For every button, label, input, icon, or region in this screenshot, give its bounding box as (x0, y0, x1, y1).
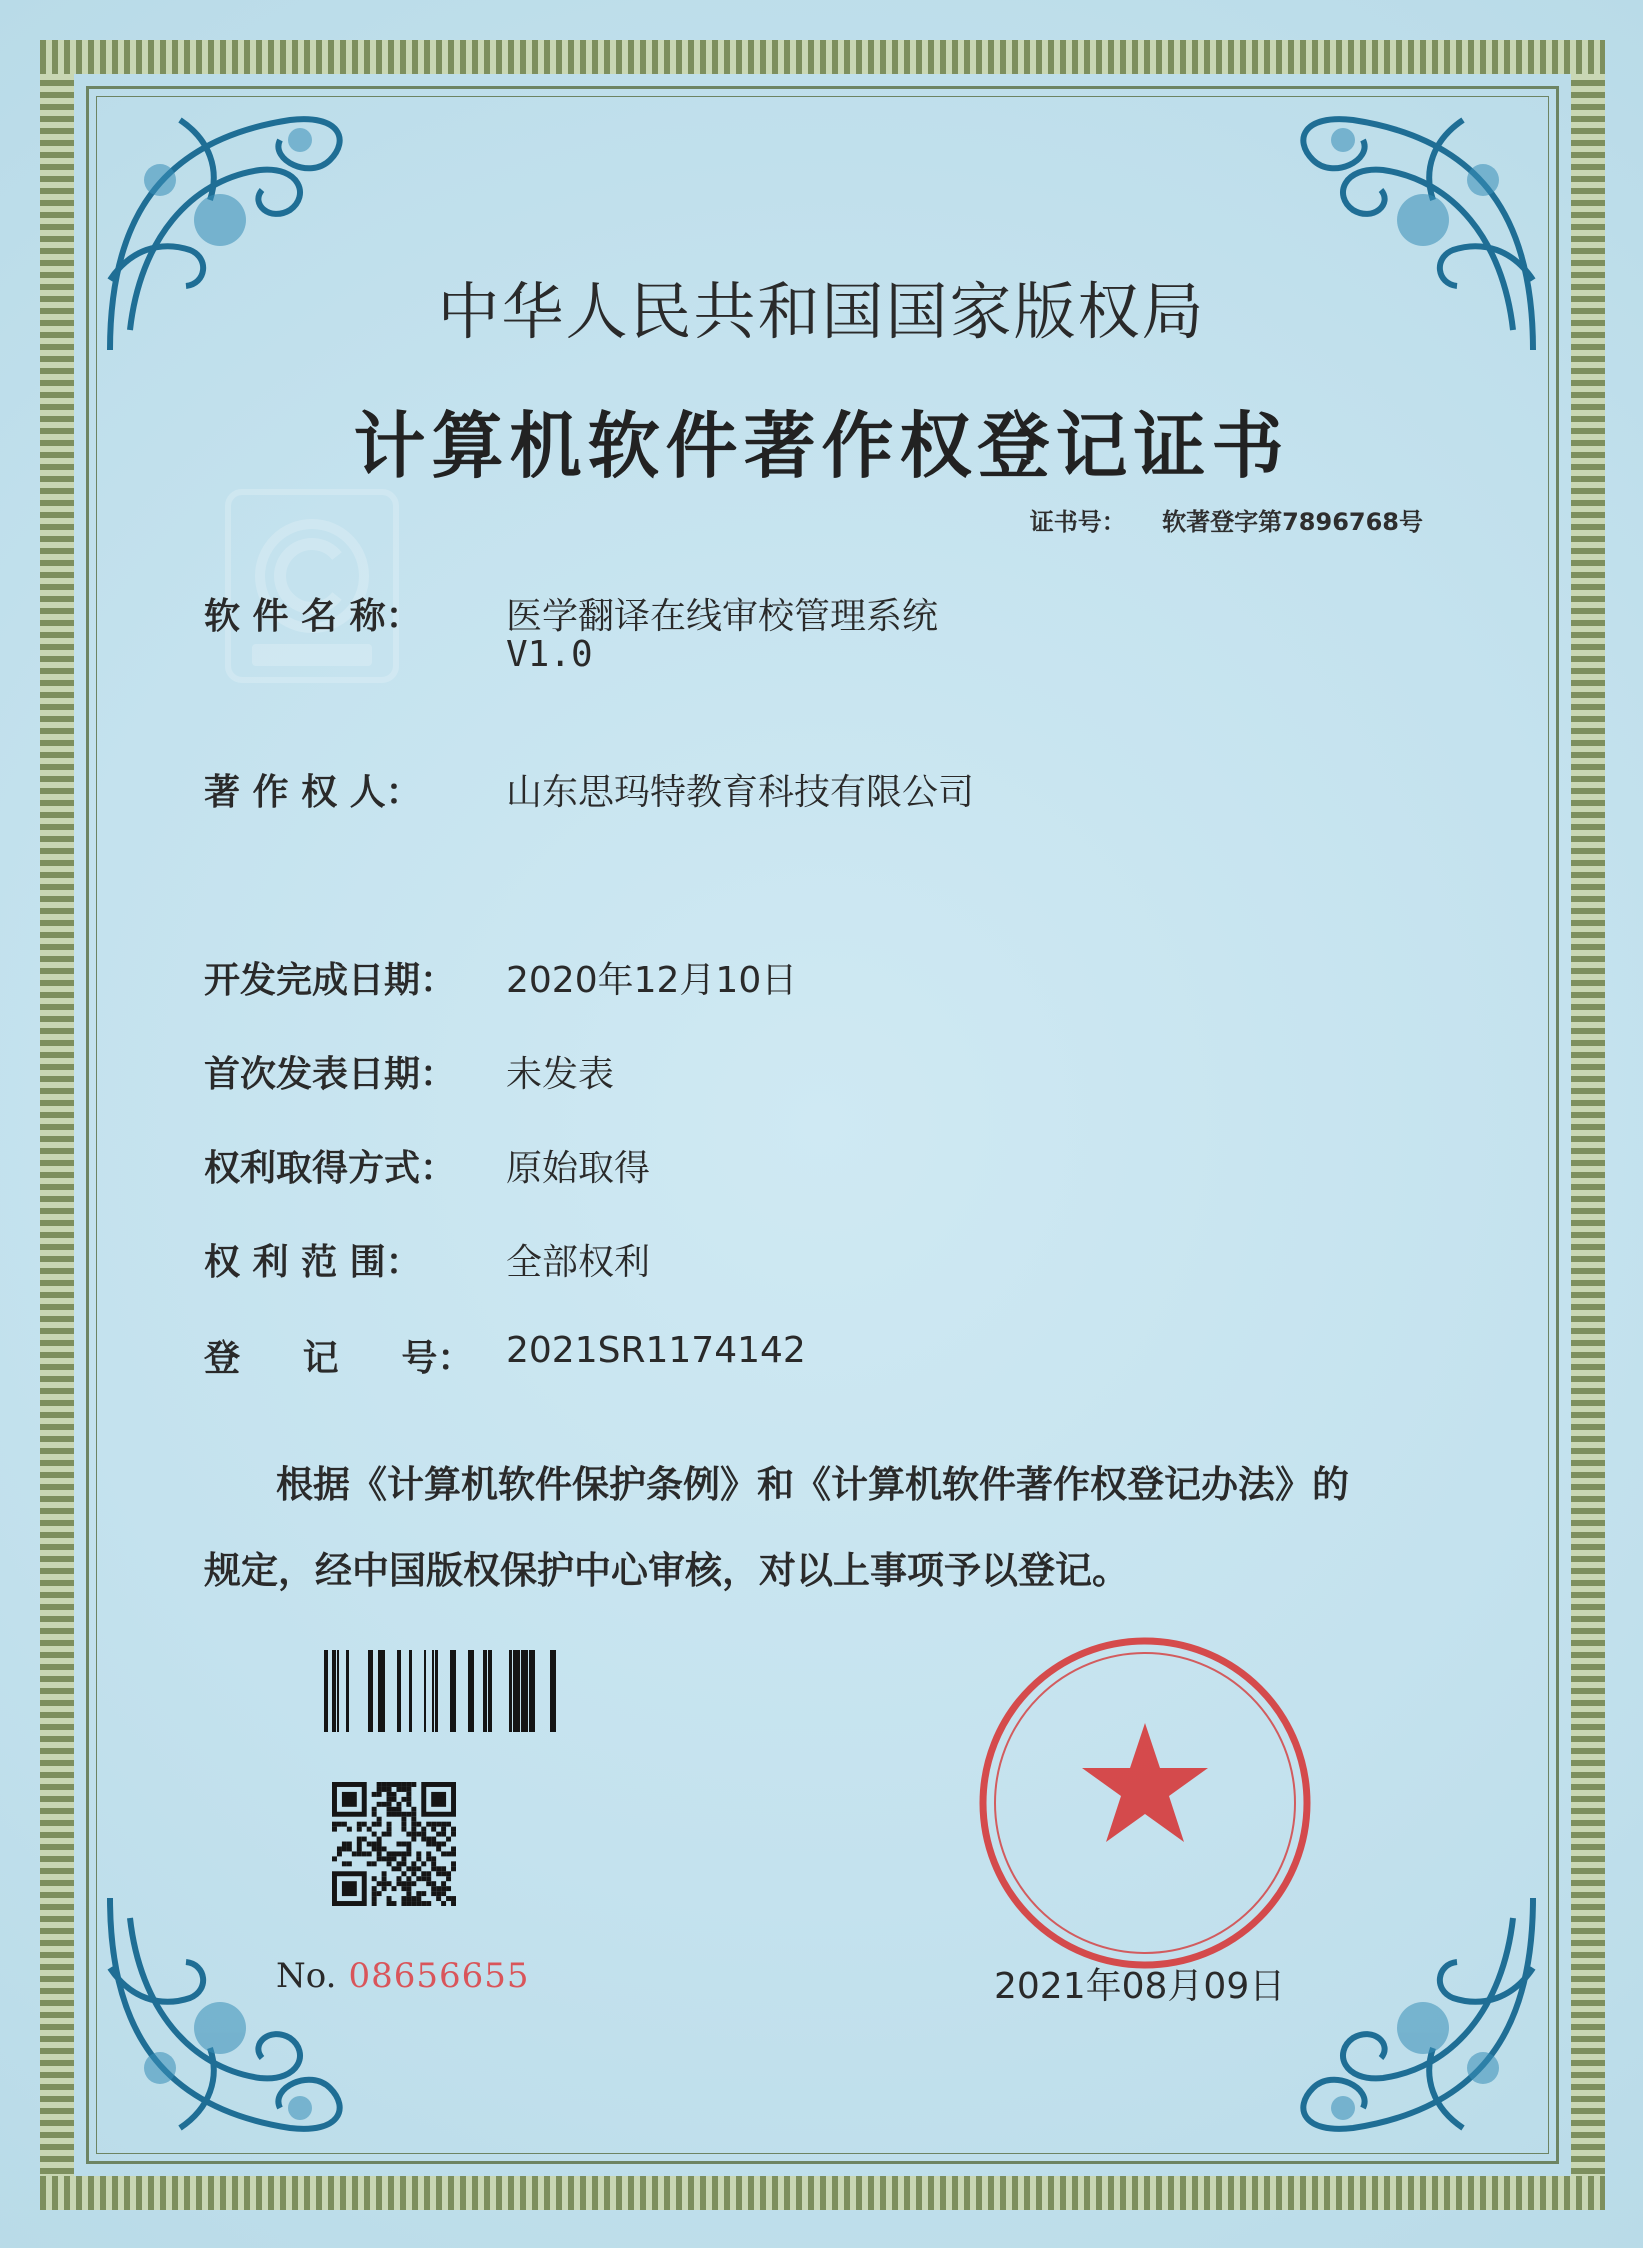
qr-module (372, 1886, 377, 1891)
qr-module (392, 1807, 397, 1812)
field-value: 2020年12月10日 (506, 960, 798, 1001)
qr-module (406, 1901, 411, 1906)
qr-module (392, 1797, 397, 1802)
qr-module (357, 1837, 362, 1842)
qr-module (367, 1827, 372, 1832)
qr-module (426, 1876, 431, 1881)
qr-module (436, 1896, 441, 1901)
qr-module (357, 1827, 362, 1832)
qr-module (401, 1827, 406, 1832)
qr-module (411, 1822, 416, 1827)
qr-module (401, 1817, 406, 1822)
qr-module (411, 1832, 416, 1837)
qr-module (372, 1842, 377, 1847)
qr-module (451, 1861, 456, 1866)
qr-module (367, 1851, 372, 1856)
qr-module (367, 1861, 372, 1866)
qr-module (387, 1792, 392, 1797)
qr-module (396, 1782, 401, 1787)
qr-module (406, 1792, 411, 1797)
field-label: 著 作 权 人： (204, 772, 422, 813)
qr-module (372, 1812, 377, 1817)
field-version: V1.0 (506, 634, 593, 675)
qr-module (337, 1851, 342, 1856)
serial-prefix: No. (276, 1956, 337, 1996)
qr-module (377, 1792, 382, 1797)
qr-module (406, 1886, 411, 1891)
qr-module (411, 1901, 416, 1906)
qr-module (426, 1822, 431, 1827)
qr-module (441, 1901, 446, 1906)
qr-module (392, 1792, 397, 1797)
qr-module (431, 1881, 436, 1886)
qr-finder-module (342, 1881, 357, 1896)
qr-module (441, 1842, 446, 1847)
qr-module (431, 1856, 436, 1861)
qr-module (377, 1822, 382, 1827)
qr-module (372, 1792, 377, 1797)
qr-module (347, 1842, 352, 1847)
corner-ornament-icon (100, 1888, 360, 2148)
barcode-bar (435, 1650, 438, 1732)
qr-module (451, 1896, 456, 1901)
qr-module (411, 1817, 416, 1822)
qr-module (416, 1891, 421, 1896)
qr-module (342, 1846, 347, 1851)
qr-module (392, 1866, 397, 1871)
qr-module (396, 1861, 401, 1866)
qr-module (387, 1901, 392, 1906)
qr-module (377, 1856, 382, 1861)
qr-module (426, 1881, 431, 1886)
qr-module (396, 1787, 401, 1792)
qr-module (396, 1876, 401, 1881)
qr-module (451, 1866, 456, 1871)
qr-module (406, 1842, 411, 1847)
qr-module (436, 1891, 441, 1896)
qr-module (451, 1827, 456, 1832)
qr-module (396, 1842, 401, 1847)
barcode-bar (450, 1650, 456, 1732)
qr-module (441, 1832, 446, 1837)
qr-module (387, 1822, 392, 1827)
qr-module (446, 1896, 451, 1901)
barcode-bar (488, 1650, 492, 1732)
qr-module (436, 1871, 441, 1876)
field-value: 未发表 (506, 1054, 615, 1095)
qr-module (377, 1851, 382, 1856)
qr-module (446, 1822, 451, 1827)
barcode-bar (324, 1650, 328, 1732)
qr-module (421, 1876, 426, 1881)
qr-module (441, 1886, 446, 1891)
qr-module (416, 1851, 421, 1856)
qr-module (372, 1901, 377, 1906)
qr-module (377, 1802, 382, 1807)
field-value: 山东思玛特教育科技有限公司 (506, 772, 975, 813)
qr-module (416, 1822, 421, 1827)
qr-module (416, 1866, 421, 1871)
qr-module (451, 1851, 456, 1856)
qr-module (411, 1881, 416, 1886)
qr-module (382, 1871, 387, 1876)
qr-module (411, 1827, 416, 1832)
qr-module (387, 1797, 392, 1802)
qr-finder-module (342, 1792, 357, 1807)
qr-module (367, 1842, 372, 1847)
qr-module (441, 1891, 446, 1896)
qr-module (401, 1896, 406, 1901)
corner-ornament-icon (1283, 1888, 1543, 2148)
qr-module (441, 1871, 446, 1876)
qr-module (416, 1876, 421, 1881)
qr-module (396, 1812, 401, 1817)
qr-module (406, 1846, 411, 1851)
qr-module (411, 1896, 416, 1901)
qr-module (332, 1856, 337, 1861)
qr-module (382, 1846, 387, 1851)
qr-module (362, 1851, 367, 1856)
qr-module (426, 1842, 431, 1847)
qr-module (401, 1782, 406, 1787)
qr-module (431, 1822, 436, 1827)
qr-module (377, 1837, 382, 1842)
qr-module (431, 1891, 436, 1896)
qr-module (382, 1787, 387, 1792)
qr-module (401, 1861, 406, 1866)
qr-module (382, 1782, 387, 1787)
barcode-bar (432, 1650, 434, 1732)
qr-module (387, 1832, 392, 1837)
barcode-bar (397, 1650, 401, 1732)
barcode-bar (483, 1650, 487, 1732)
qr-module (426, 1856, 431, 1861)
qr-module (382, 1881, 387, 1886)
qr-module (436, 1832, 441, 1837)
qr-module (377, 1891, 382, 1896)
qr-module (426, 1901, 431, 1906)
qr-module (406, 1881, 411, 1886)
qr-module (436, 1842, 441, 1847)
qr-module (411, 1861, 416, 1866)
qr-module (387, 1782, 392, 1787)
barcode-bar (529, 1650, 535, 1732)
certificate-number-label: 证书号： (1029, 508, 1126, 536)
qr-module (372, 1876, 377, 1881)
qr-module (421, 1832, 426, 1837)
qr-module (401, 1822, 406, 1827)
qr-module (411, 1812, 416, 1817)
qr-module (421, 1861, 426, 1866)
qr-module (411, 1837, 416, 1842)
qr-module (387, 1812, 392, 1817)
serial-value: 08656655 (348, 1956, 530, 1996)
qr-module (441, 1866, 446, 1871)
qr-module (426, 1837, 431, 1842)
qr-module (421, 1827, 426, 1832)
emboss-logo-icon (222, 486, 402, 686)
qr-module (396, 1866, 401, 1871)
qr-module (406, 1797, 411, 1802)
qr-module (421, 1871, 426, 1876)
certificate-number (1030, 502, 1423, 537)
qr-module (347, 1827, 352, 1832)
qr-module (357, 1851, 362, 1856)
qr-module (377, 1846, 382, 1851)
qr-module (406, 1876, 411, 1881)
field-label: 权利取得方式： (204, 1148, 457, 1189)
qr-module (441, 1822, 446, 1827)
qr-module (362, 1822, 367, 1827)
qr-module (387, 1807, 392, 1812)
qr-module (446, 1871, 451, 1876)
qr-module (406, 1896, 411, 1901)
qr-module (337, 1822, 342, 1827)
qr-module (387, 1787, 392, 1792)
qr-module (372, 1861, 377, 1866)
registration-statement (204, 1442, 1464, 1614)
qr-module (392, 1901, 397, 1906)
qr-module (372, 1822, 377, 1827)
qr-module (387, 1827, 392, 1832)
barcode-bar (332, 1650, 336, 1732)
barcode-bar (521, 1650, 528, 1732)
qr-module (392, 1812, 397, 1817)
qr-module (441, 1827, 446, 1832)
qr-finder-module (431, 1792, 446, 1807)
qr-module (401, 1901, 406, 1906)
qr-module (372, 1832, 377, 1837)
qr-module (401, 1886, 406, 1891)
qr-module (431, 1842, 436, 1847)
barcode-bar (337, 1650, 339, 1732)
qr-module (392, 1782, 397, 1787)
qr-module (372, 1846, 377, 1851)
qr-module (431, 1837, 436, 1842)
qr-module (347, 1861, 352, 1866)
qr-module (401, 1787, 406, 1792)
barcode-bar (509, 1650, 512, 1732)
qr-module (446, 1837, 451, 1842)
qr-module (372, 1896, 377, 1901)
qr-module (392, 1851, 397, 1856)
qr-module (441, 1881, 446, 1886)
qr-module (342, 1861, 347, 1866)
qr-module (377, 1787, 382, 1792)
qr-module (401, 1797, 406, 1802)
document-title: 计算机软件著作权登记证书 (353, 404, 1290, 488)
qr-module (337, 1846, 342, 1851)
qr-module (362, 1837, 367, 1842)
field-label: 登 记 号： (204, 1338, 474, 1379)
qr-module (416, 1832, 421, 1837)
qr-module (406, 1802, 411, 1807)
qr-module (396, 1807, 401, 1812)
qr-module (387, 1896, 392, 1901)
qr-module (421, 1891, 426, 1896)
qr-module (352, 1851, 357, 1856)
qr-module (431, 1886, 436, 1891)
statement-line-2: 规定，经中国版权保护中心审核，对以上事项予以登记。 (204, 1549, 1129, 1592)
qr-module (416, 1901, 421, 1906)
qr-module (406, 1812, 411, 1817)
field-value: 2021SR1174142 (506, 1330, 806, 1371)
qr-module (436, 1846, 441, 1851)
qr-module (436, 1886, 441, 1891)
qr-module (446, 1851, 451, 1856)
barcode-bar (368, 1650, 373, 1732)
qr-module (342, 1842, 347, 1847)
statement-line-1: 根据《计算机软件保护条例》和《计算机软件著作权登记办法》的 (276, 1463, 1349, 1506)
qr-module (406, 1866, 411, 1871)
qr-module (396, 1851, 401, 1856)
barcode-bar (468, 1650, 474, 1732)
field-label: 权 利 范 围： (204, 1242, 422, 1283)
qr-module (332, 1822, 337, 1827)
qr-module (392, 1886, 397, 1891)
qr-module (387, 1861, 392, 1866)
qr-module (382, 1886, 387, 1891)
qr-module (387, 1856, 392, 1861)
qr-module (431, 1866, 436, 1871)
barcode-bar (346, 1650, 349, 1732)
qr-module (406, 1832, 411, 1837)
field-label: 首次发表日期： (204, 1054, 457, 1095)
qr-module (406, 1891, 411, 1896)
qr-module (451, 1832, 456, 1837)
qr-module (377, 1817, 382, 1822)
qr-module (372, 1891, 377, 1896)
barcode-bar (424, 1650, 426, 1732)
qr-module (416, 1856, 421, 1861)
serial-number (276, 1956, 530, 1996)
qr-module (396, 1881, 401, 1886)
qr-module (451, 1846, 456, 1851)
barcode-bar (378, 1650, 385, 1732)
qr-module (411, 1782, 416, 1787)
qr-module (436, 1822, 441, 1827)
qr-module (377, 1881, 382, 1886)
qr-module (382, 1802, 387, 1807)
qr-module (347, 1846, 352, 1851)
qr-module (401, 1856, 406, 1861)
barcode-icon (324, 1650, 558, 1732)
qr-module (401, 1842, 406, 1847)
qr-module (357, 1846, 362, 1851)
qr-module (357, 1822, 362, 1827)
qr-module (387, 1802, 392, 1807)
qr-module (377, 1782, 382, 1787)
qr-module (372, 1807, 377, 1812)
qr-module (421, 1837, 426, 1842)
qr-module (382, 1856, 387, 1861)
qr-module (446, 1876, 451, 1881)
barcode-bar (409, 1650, 412, 1732)
qr-module (431, 1827, 436, 1832)
qr-module (441, 1851, 446, 1856)
qr-module (436, 1866, 441, 1871)
qr-module (387, 1881, 392, 1886)
qr-code-icon (332, 1782, 456, 1906)
qr-module (387, 1851, 392, 1856)
qr-module (406, 1787, 411, 1792)
barcode-bar (513, 1650, 520, 1732)
qr-module (406, 1782, 411, 1787)
qr-module (426, 1851, 431, 1856)
qr-module (446, 1886, 451, 1891)
qr-module (377, 1842, 382, 1847)
qr-module (357, 1842, 362, 1847)
qr-module (416, 1896, 421, 1901)
qr-module (392, 1856, 397, 1861)
qr-module (401, 1881, 406, 1886)
qr-module (396, 1802, 401, 1807)
qr-module (411, 1807, 416, 1812)
qr-module (426, 1871, 431, 1876)
qr-module (411, 1866, 416, 1871)
issue-date: 2021年08月09日 (994, 1966, 1286, 2007)
qr-module (406, 1851, 411, 1856)
field-label: 软 件 名 称： (204, 596, 422, 637)
qr-module (431, 1861, 436, 1866)
certificate-number-value: 软著登字第7896768号 (1162, 508, 1423, 536)
qr-module (421, 1901, 426, 1906)
field-value: 全部权利 (506, 1242, 651, 1283)
barcode-bar (550, 1650, 556, 1732)
qr-module (332, 1827, 337, 1832)
qr-module (411, 1871, 416, 1876)
qr-module (401, 1871, 406, 1876)
field-value: 原始取得 (506, 1148, 651, 1189)
qr-module (382, 1876, 387, 1881)
official-seal-icon (970, 1628, 1320, 1978)
issuer-title: 中华人民共和国国家版权局 (437, 275, 1206, 348)
qr-module (401, 1812, 406, 1817)
qr-module (401, 1851, 406, 1856)
qr-module (451, 1901, 456, 1906)
field-value: 医学翻译在线审校管理系统 (506, 596, 939, 637)
qr-module (382, 1832, 387, 1837)
qr-module (342, 1822, 347, 1827)
field-label: 开发完成日期： (204, 960, 457, 1001)
